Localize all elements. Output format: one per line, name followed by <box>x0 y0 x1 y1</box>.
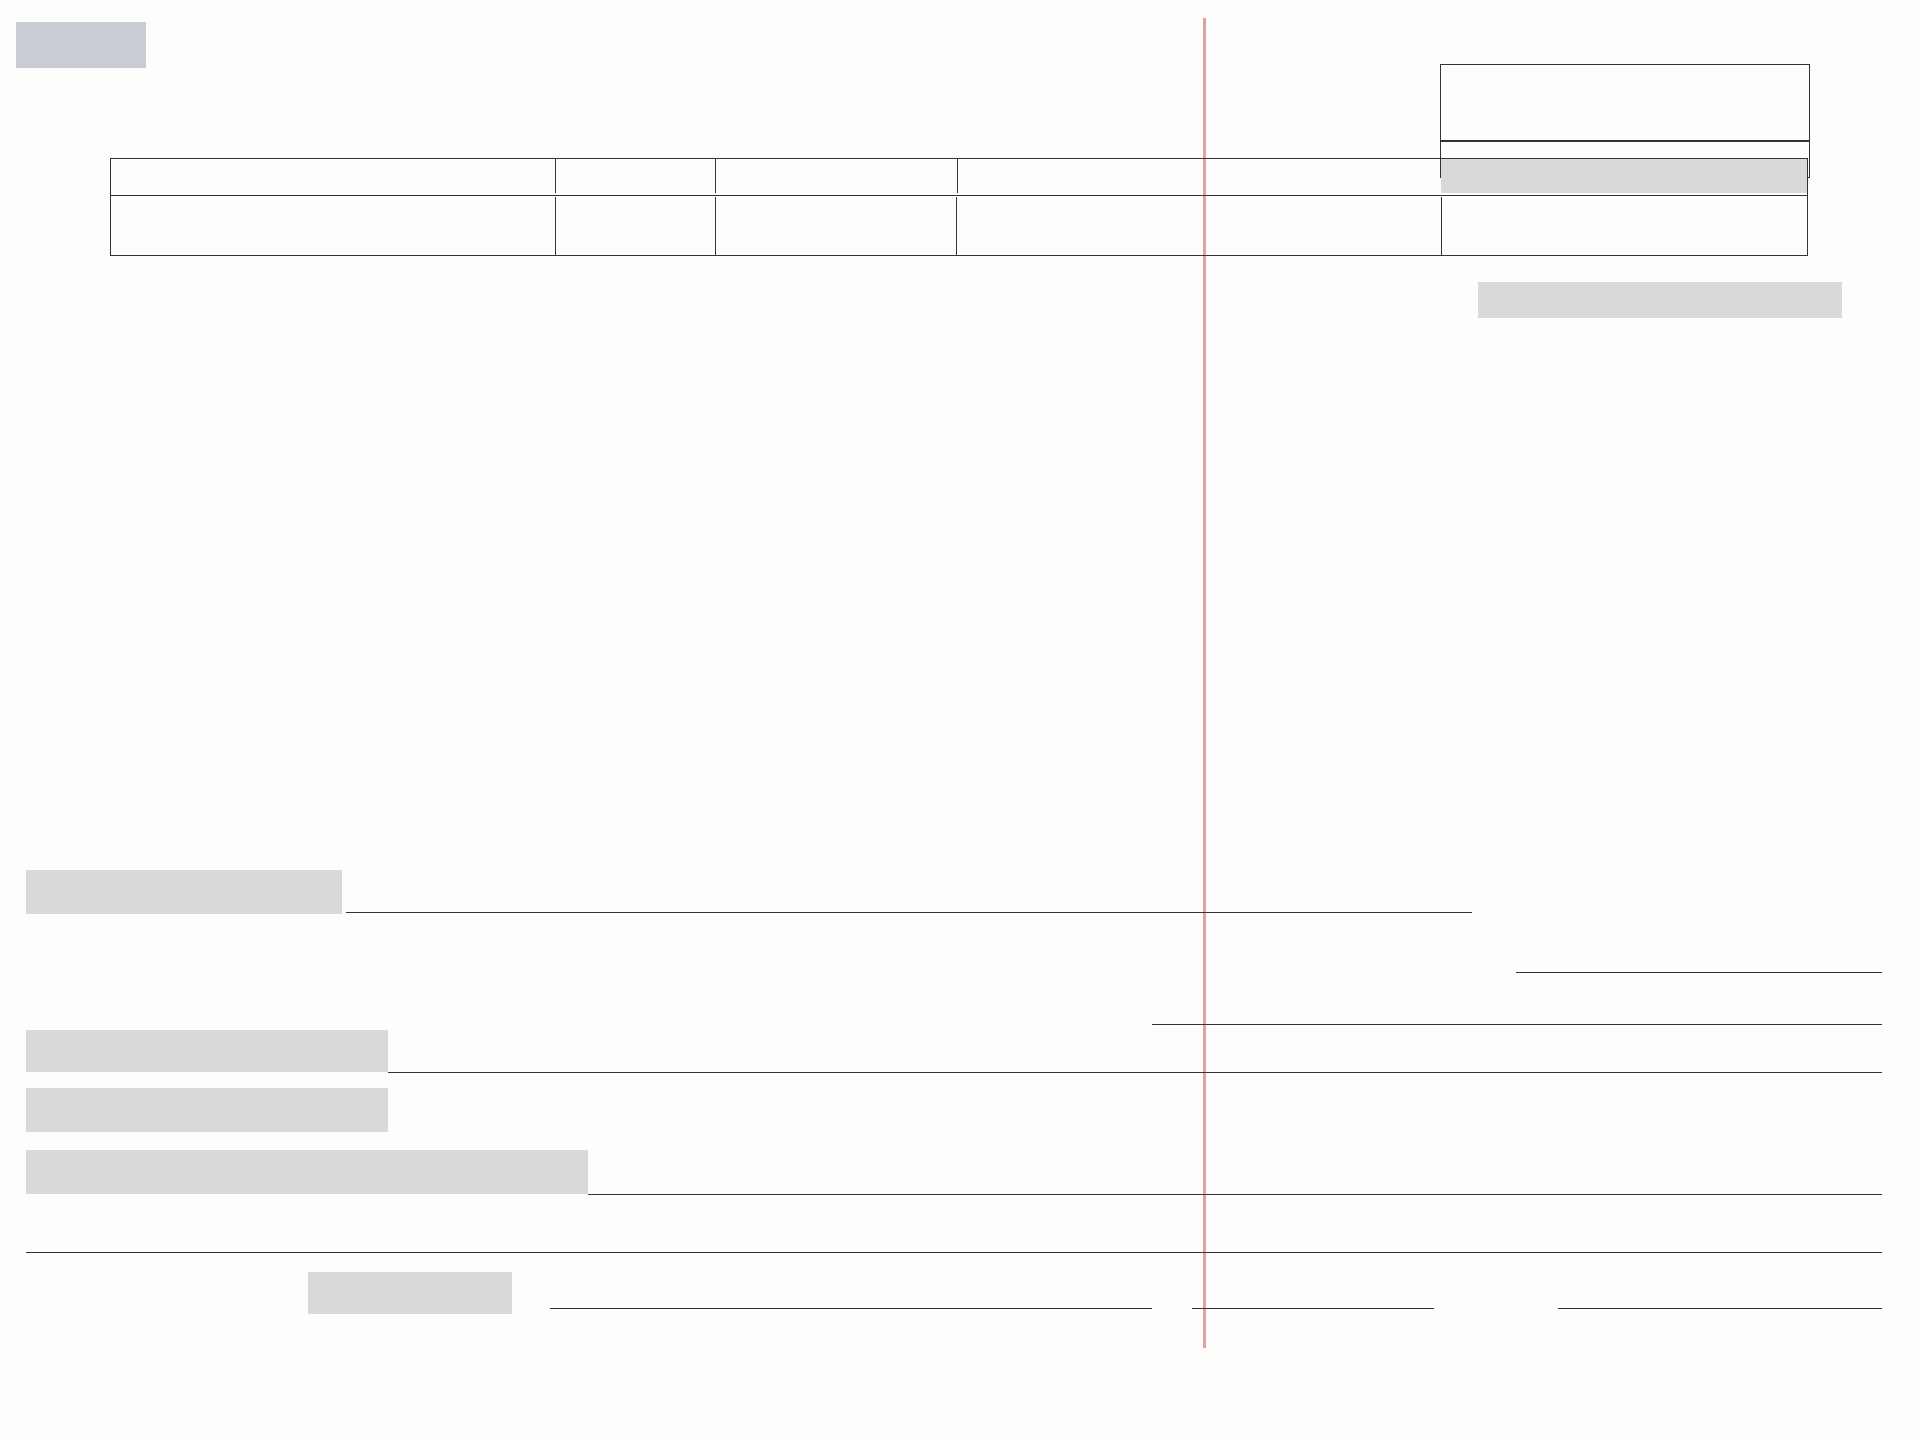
col-volume <box>715 159 958 193</box>
akpp-notes-label <box>26 1088 388 1132</box>
make-model-value <box>111 197 556 255</box>
engine-number-value <box>957 197 1442 255</box>
header-table <box>110 158 1808 256</box>
logo <box>16 22 146 68</box>
akpp-line <box>1152 1024 1882 1025</box>
mkpp-notes-label <box>26 1030 388 1072</box>
col-year <box>555 159 716 193</box>
car-number-box <box>1440 64 1810 142</box>
removed-line <box>588 1194 1882 1195</box>
year-value <box>555 197 716 255</box>
odometer-value <box>1441 197 1807 255</box>
kit-title <box>1478 282 1842 318</box>
removed-label <box>26 1150 588 1194</box>
col-engine-number <box>957 159 1442 193</box>
tested-label <box>308 1272 512 1314</box>
removed-line-2 <box>26 1252 1882 1253</box>
dvs-notes-line <box>346 912 1472 913</box>
col-odometer <box>1441 159 1807 193</box>
kpp-line <box>1516 972 1882 973</box>
dvs-notes-label <box>26 870 342 914</box>
mkpp-notes-line <box>388 1072 1882 1073</box>
signature-line <box>1192 1308 1434 1309</box>
date-line <box>1558 1308 1882 1309</box>
col-make-model <box>111 159 556 193</box>
fio-line <box>550 1308 1152 1309</box>
volume-value <box>715 197 957 255</box>
